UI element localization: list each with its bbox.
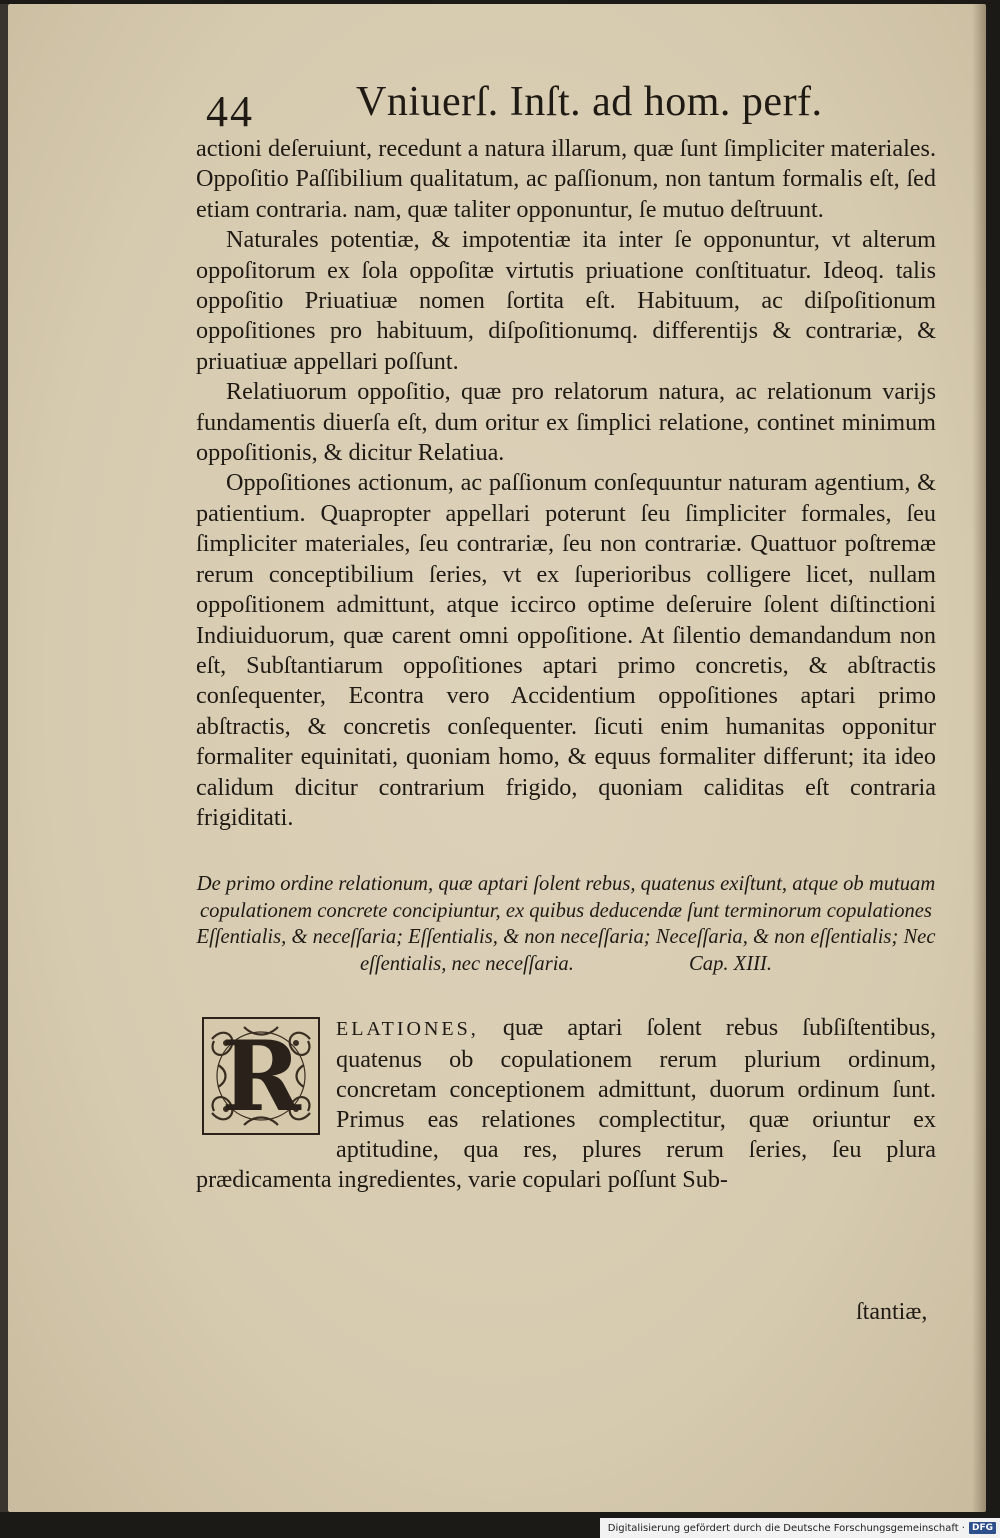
catchword: ſtantiæ, [856, 1299, 928, 1325]
footer-credit: Digitalisierung gefördert durch die Deutsche Forschungsgemeinschaft · [607, 1522, 965, 1534]
running-title: Vniuerſ. Inſt. ad hom. perf. [356, 79, 823, 125]
chapter-section [196, 1013, 936, 1195]
body-paragraph: Oppoſitiones actionum, ac paſſionum conſequuntur naturam agentium, & patientium. Quapropter appellari poterunt ſeu ſimpliciter formales, ſeu ſimpliciter materiales, ſeu contrariæ, ſeu non contrariæ. Quattuor poſtremæ rerum conceptibilium ſeries, vt ex ſuperioribus colligere licet, nullam oppoſitionem admittunt, atque iccirco optime deſeruire ſolent diſtinctioni Indiuiduorum, quæ carent omni oppoſitione. At ſilentio demandandum non eſt, Subſtantiarum oppoſitiones aptari primo concretis, & abſtractis conſequenter, Econtra vero Accidentium oppoſitiones aptari primo abſtractis, & concretis conſequenter. ſicuti enim humanitas opponitur formaliter equinitati, quoniam homo, & equus formaliter differunt; ita ideo calidum dicitur contrarium frigido, quoniam caliditas eſt contraria frigiditati. [196, 469, 936, 831]
chapter-number: Cap. XIII. [689, 952, 772, 975]
chapter-heading-text: De primo ordine relationum, quæ aptari ſolent rebus, quatenus exiſtunt, atque ob mutuam copulationem concrete concipiuntur, ex quibus deducendæ ſunt terminorum copulationes Eſſentialis, & neceſſaria; Eſſentialis, & non neceſſaria; Neceſſaria, & non eſſentialis; Nec eſſentialis, nec neceſſaria. [196, 873, 936, 975]
section-text: quæ aptari ſolent rebus ſubſiſtentibus, quatenus ob copulationem rerum plurium ordinum, concretam conceptionem admittunt, duorum ordinum ſunt. Primus eas relationes complectitur, quæ oriuntur ex aptitudine, qua res, plures rerum ſeries, ſeu plura prædicamenta ingredientes, varie copulari poſſunt Sub- [196, 1014, 937, 1194]
page-text-block [196, 78, 936, 1196]
dropcap-letter: R [221, 1019, 301, 1133]
scan-border [0, 4, 8, 1512]
decorated-initial [202, 1017, 320, 1135]
page-edge-shadow [972, 4, 986, 1512]
section-first-word: ELATIONES, [336, 1018, 479, 1041]
chapter-heading [196, 871, 936, 977]
dfg-logo: DFG [969, 1522, 996, 1534]
running-head [196, 78, 936, 134]
body-paragraph: Relatiuorum oppoſitio, quæ pro relatorum natura, ac relationum varijs fundamentis diuerſa eſt, dum oritur ex ſimplici relatione, continet minimum oppoſitionis, & dicitur Relatiua. [196, 378, 936, 467]
page-number: 44 [206, 87, 254, 136]
digitization-footer [600, 1518, 1000, 1538]
body-paragraph: actioni deſeruiunt, recedunt a natura illarum, quæ ſunt ſimpliciter materiales. Oppoſitio Paſſibilium qualitatum, ac paſſionum, non tantum formalis eſt, ſed etiam contraria. nam, quæ taliter opponuntur, ſe mutuo deſtruunt. [196, 135, 936, 223]
body-paragraph: Naturales potentiæ, & impotentiæ ita inter ſe opponuntur, vt alterum oppoſitorum ex ſola oppoſitæ virtutis priuatione conſtituatur. Ideoq. talis oppoſitio Priuatiuæ nomen ſortita eſt. Habituum, ac diſpoſitionum oppoſitiones pro habituum, diſpoſitionumq. differentijs & contrariæ, & priuatiuæ appellari poſſunt. [196, 226, 936, 375]
